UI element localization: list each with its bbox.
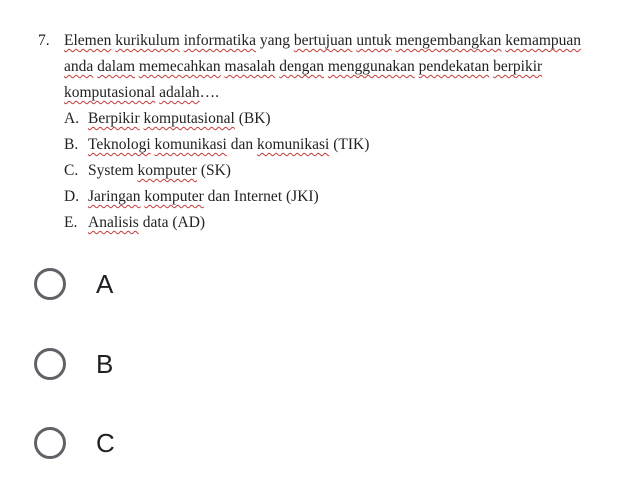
option-c-text: C. System komputer (SK) bbox=[64, 162, 231, 179]
answer-choice-c-label[interactable]: C bbox=[96, 427, 115, 458]
question-line-2: anda dalam memecahkan masalah dengan menggunakan pendekatan berpikir bbox=[64, 58, 543, 75]
radio-button-a[interactable] bbox=[34, 268, 66, 300]
question-number: 7. bbox=[38, 32, 50, 49]
answer-choice-b[interactable] bbox=[34, 342, 113, 386]
answer-choice-a-label[interactable]: A bbox=[96, 268, 114, 299]
option-a-text: A. Berpikir komputasional (BK) bbox=[64, 110, 271, 127]
answer-choice-b-label[interactable]: B bbox=[96, 348, 114, 379]
answer-choice-c[interactable] bbox=[34, 421, 115, 465]
question-line-1: Elemen kurikulum informatika yang bertujuan untuk mengembangkan kemampuan bbox=[64, 32, 582, 49]
option-b-text: B. Teknologi komunikasi dan komunikasi (TIK) bbox=[64, 136, 370, 153]
answer-choice-a[interactable] bbox=[34, 262, 113, 306]
option-e-text: E. Analisis data (AD) bbox=[64, 214, 206, 231]
option-d-text: D. Jaringan komputer dan Internet (JKI) bbox=[64, 188, 319, 205]
radio-button-c[interactable] bbox=[34, 427, 66, 459]
question-line-3: komputasional adalah…. bbox=[64, 84, 219, 101]
radio-button-b[interactable] bbox=[34, 348, 66, 380]
